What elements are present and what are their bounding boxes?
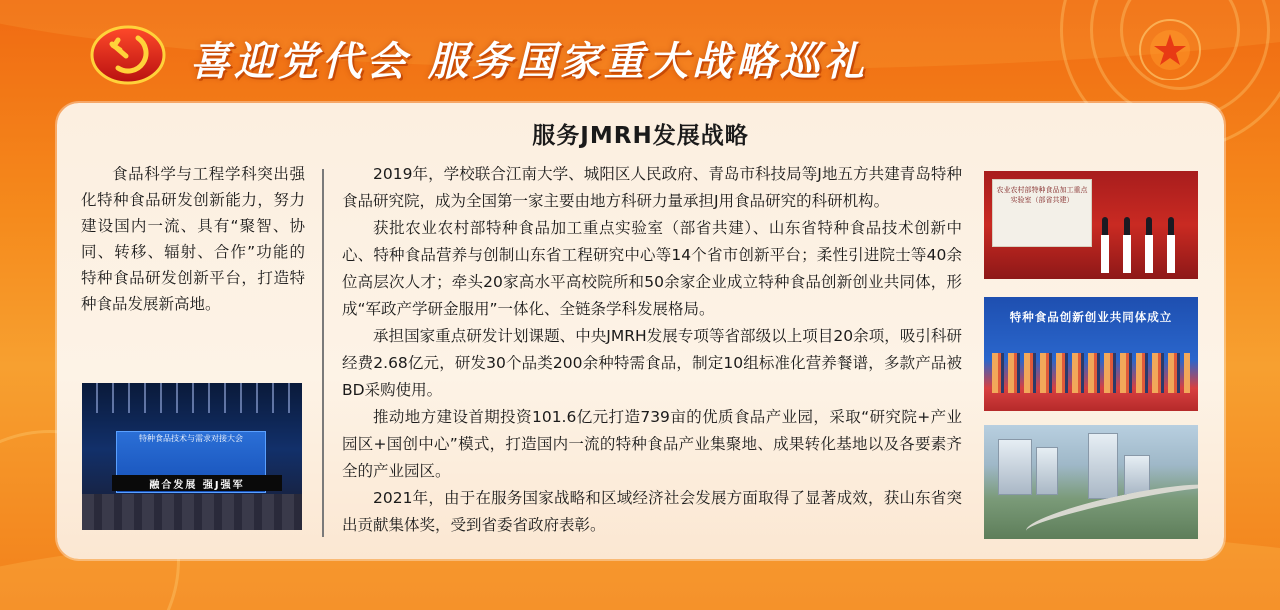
building [1036, 447, 1058, 495]
content-panel [57, 103, 1224, 559]
left-intro [81, 161, 305, 317]
screen-title: 特种食品技术与需求对接大会 [139, 434, 243, 443]
building [998, 439, 1032, 495]
article-paragraph: 推动地方建设首期投资101.6亿元打造739亩的优质食品产业园，采取“研究院+产业园区+国创中心”模式，打造国内一流的特种食品产业集聚地、成果转化基地以及各要素齐全的产业园区。 [342, 408, 962, 480]
headline: 喜迎党代会 服务国家重大战略巡礼 [190, 38, 868, 85]
main-article [342, 161, 962, 539]
header [0, 0, 1280, 104]
building [1088, 433, 1118, 499]
article-paragraph: 获批农业农村部特种食品加工重点实验室（部省共建）、山东省特种食品技术创新中心、特种食品营养与创制山东省工程研究中心等14个省市创新平台；柔性引进院士等40余位高层次人才；牵头20家高水平高校院所和50余家企业成立特种食品创新创业共同体，形成“军政产学研金服用”一体化、全链条学科发展格局。 [342, 219, 962, 318]
podium [1145, 235, 1153, 273]
podium [1123, 235, 1131, 273]
alliance-banner: 特种食品创新创业共同体成立 [1009, 310, 1173, 324]
signboard-text: 农业农村部特种食品加工重点实验室（部省共建） [996, 186, 1088, 204]
party-emblem-icon [88, 22, 168, 88]
star-badge-icon [1122, 10, 1218, 80]
intro-paragraph: 食品科学与工程学科突出强化特种食品研发创新能力，努力建设国内一流、具有“聚智、协同、转移、辐射、合作”功能的特种食品研发创新平台，打造特种食品发展新高地。 [81, 165, 305, 313]
article-paragraph: 2021年，由于在服务国家战略和区域经济社会发展方面取得了显著成效，获山东省突出贡献集体奖，受到省委省政府表彰。 [342, 489, 962, 534]
industrial-park-rendering [984, 425, 1198, 539]
conference-photo [82, 383, 302, 530]
audience-seats [82, 494, 302, 530]
stage-lights [82, 383, 302, 413]
podium [1101, 235, 1109, 273]
stage-banner-text: 融合发展 强J强军 [149, 480, 245, 491]
article-paragraph: 2019年，学校联合江南大学、城阳区人民政府、青岛市科技局等J地五方共建青岛特种食品研究院，成为全国第一家主要由地方科研力量承担J用食品研究的科研机构。 [342, 165, 962, 210]
group-crowd [992, 353, 1190, 393]
article-paragraph: 承担国家重点研发计划课题、中央JMRH发展专项等省部级以上项目20余项，吸引科研经费2.68亿元，研发30个品类200余种特需食品，制定10组标准化营养餐谱，多款产品被BD采购使用。 [342, 327, 962, 399]
building [1124, 455, 1150, 495]
podium [1167, 235, 1175, 273]
alliance-founding-photo [984, 297, 1198, 411]
lab-unveiling-photo [984, 171, 1198, 279]
column-divider [322, 169, 324, 537]
panel-title: 服务JMRH发展战略 [532, 123, 749, 149]
